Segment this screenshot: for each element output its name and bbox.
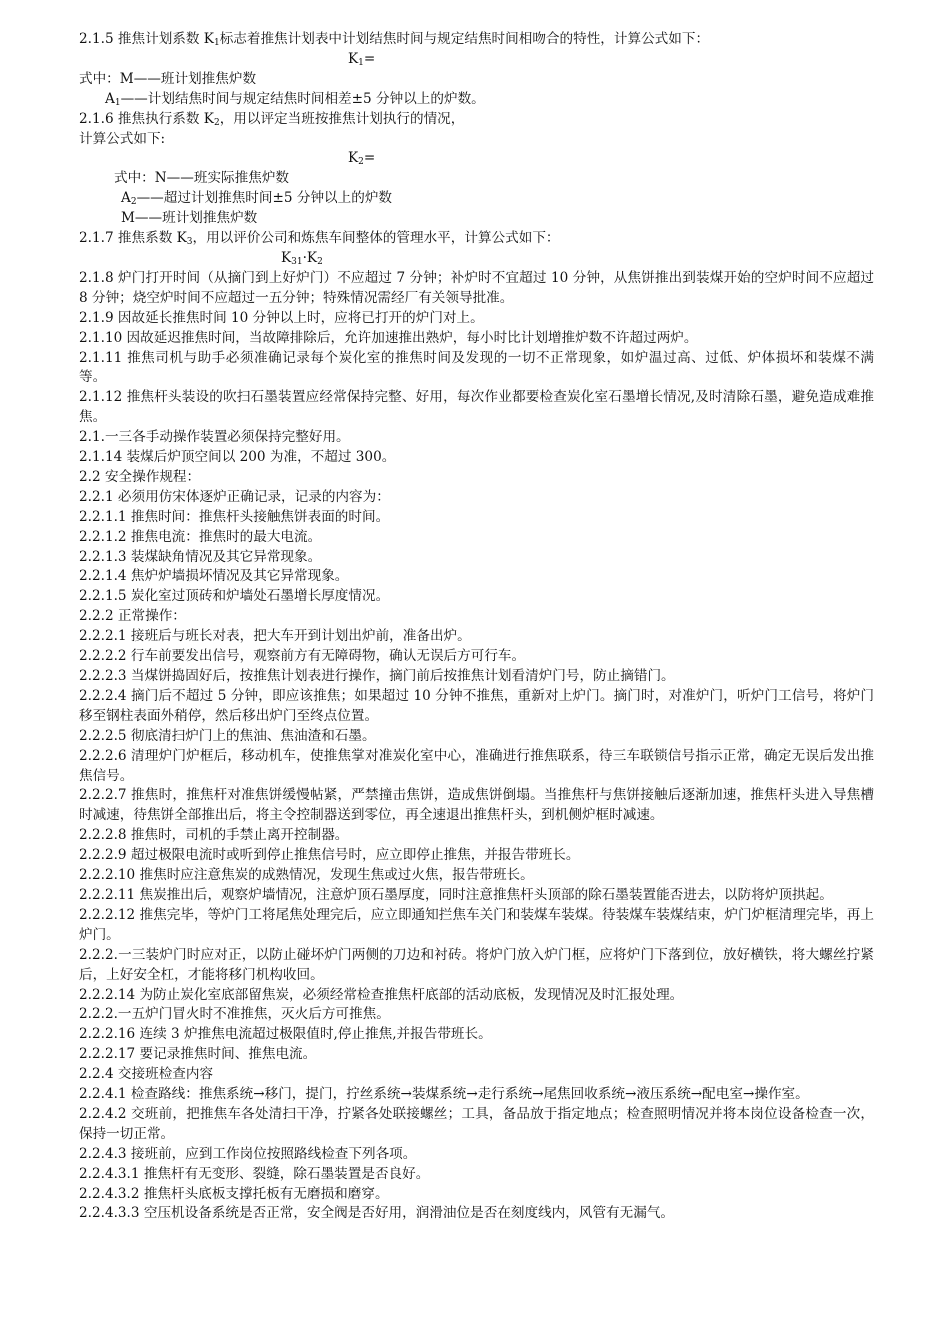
paragraph xyxy=(79,886,874,906)
paragraph xyxy=(79,488,874,508)
paragraph xyxy=(79,90,874,110)
text-run: 2.1.5 推焦计划系数 K xyxy=(79,31,214,47)
paragraph xyxy=(79,269,874,309)
text-run: 2.1.12 推焦杆头装设的吹扫石墨装置应经常保持完整、好用，每次作业都要检查炭化室石墨增长情况,及时清除石墨，避免造成难推焦。 xyxy=(79,389,874,426)
text-run: 2.1.7 推焦系数 K xyxy=(79,230,187,247)
paragraph xyxy=(79,309,874,329)
text-run: ，用以评价公司和炼焦车间整体的管理水平，计算公式如下： xyxy=(192,230,560,247)
text-run: 式中：M——班计划推焦炉数 xyxy=(79,70,257,87)
text-run: 式中：N——班实际推焦炉数 xyxy=(114,170,290,187)
paragraph xyxy=(79,846,874,866)
paragraph xyxy=(79,50,874,70)
paragraph xyxy=(79,508,874,528)
paragraph xyxy=(79,1085,874,1105)
paragraph xyxy=(79,388,874,428)
text-run: 2.2.1.4 焦炉炉墙损坏情况及其它异常现象。 xyxy=(79,568,349,585)
text-run: 2.2.1.2 推焦电流：推焦时的最大电流。 xyxy=(79,528,322,545)
text-run: 2.2.1.5 炭化室过顶砖和炉墙处石墨增长厚度情况。 xyxy=(79,588,390,605)
text-run: 2.2.2.4 摘门后不超过 5 分钟，即应该推焦；如果超过 10 分钟不推焦，重新对上炉门。摘门时，对准炉门，听炉门工信号，将炉门移至钢柱表面外稍停，然后移出炉门至终点位置。 xyxy=(79,687,874,724)
text-run: 2.2.1.3 装煤缺角情况及其它异常现象。 xyxy=(79,548,322,565)
paragraph xyxy=(79,727,874,747)
paragraph xyxy=(79,169,874,189)
text-run: 2.2.2.6 清理炉门炉框后，移动机车，使推焦掌对准炭化室中心，准确进行推焦联系，待三车联锁信号指示正常，确定无误后发出推焦信号。 xyxy=(79,747,874,784)
subscript: 2 xyxy=(317,256,323,267)
paragraph xyxy=(79,130,874,150)
paragraph xyxy=(79,249,874,269)
text-run: = xyxy=(363,150,376,167)
text-run: 2.2.2.1 接班后与班长对表，把大车开到计划出炉前，准备出炉。 xyxy=(79,628,471,645)
subscript: 2 xyxy=(130,197,137,208)
text-run: K xyxy=(348,150,359,167)
paragraph xyxy=(79,1165,874,1185)
paragraph xyxy=(79,786,874,826)
text-run: 2.2.4.2 交班前，把推焦车各处清扫干净，拧紧各处联接螺丝；工具，备品放于指定地点；检查照明情况并将本岗位设备检查一次，保持一切正常。 xyxy=(79,1105,874,1142)
paragraph xyxy=(79,826,874,846)
text-run: 2.1.14 装煤后炉顶空间以 200 为准，不超过 300。 xyxy=(79,449,396,466)
paragraph xyxy=(79,548,874,568)
paragraph xyxy=(79,428,874,448)
text-run: 2.2.2.8 推焦时，司机的手禁止离开控制器。 xyxy=(79,827,349,844)
paragraph xyxy=(79,1185,874,1205)
paragraph xyxy=(79,1204,874,1224)
paragraph xyxy=(79,986,874,1006)
subscript: 1 xyxy=(114,97,121,108)
paragraph xyxy=(79,1045,874,1065)
paragraph xyxy=(79,587,874,607)
text-run: 2.2.2.14 为防止炭化室底部留焦炭，必须经常检查推焦杆底部的活动底板，发现情况及时汇报处理。 xyxy=(79,986,684,1003)
paragraph xyxy=(79,1065,874,1085)
text-run: 2.2.2.一五炉门冒火时不准推焦，灭火后方可推焦。 xyxy=(79,1006,390,1023)
text-run: ——超过计划推焦时间±5 分钟以上的炉数 xyxy=(136,190,393,207)
paragraph xyxy=(79,687,874,727)
text-run: = xyxy=(363,50,376,67)
text-run: 2.2.2.5 彻底清扫炉门上的焦油、焦油渣和石墨。 xyxy=(79,727,376,744)
paragraph xyxy=(79,468,874,488)
paragraph xyxy=(79,866,874,886)
paragraph xyxy=(79,1025,874,1045)
paragraph xyxy=(79,607,874,627)
paragraph xyxy=(79,30,874,50)
paragraph xyxy=(79,1145,874,1165)
paragraph xyxy=(79,70,874,90)
paragraph xyxy=(79,946,874,986)
text-run: 2.2.1 必须用仿宋体逐炉正确记录，记录的内容为： xyxy=(79,488,390,505)
paragraph xyxy=(79,1005,874,1025)
text-run: ，用以评定当班按推焦计划执行的情况， xyxy=(219,110,465,127)
paragraph xyxy=(79,906,874,946)
subscript: 3 xyxy=(186,237,193,248)
paragraph xyxy=(79,567,874,587)
text-run: 2.1.9 因故延长推焦时间 10 分钟以上时，应将已打开的炉门对上。 xyxy=(79,309,484,326)
text-run: A xyxy=(121,190,131,207)
text-run: 2.2.4.3.1 推焦杆有无变形、裂缝，除石墨装置是否良好。 xyxy=(79,1165,430,1182)
text-run: ——计划结焦时间与规定结焦时间相差±5 分钟以上的炉数。 xyxy=(120,90,485,107)
text-run: 2.2.2.一三装炉门时应对正，以防止碰坏炉门两侧的刀边和衬砖。将炉门放入炉门框，应将炉门下落到位，放好横铁，将大螺丝拧紧后，上好安全杠，才能将移门机构收回。 xyxy=(79,946,874,983)
paragraph xyxy=(79,647,874,667)
paragraph xyxy=(79,329,874,349)
text-run: 2.2.2.7 推焦时，推焦杆对准焦饼缓慢帖紧，严禁撞击焦饼，造成焦饼倒塌。当推焦杆与焦饼接触后逐渐加速，推焦杆头进入导焦槽时减速，待焦饼全部推出后，将主令控制器送到零位，再全速退出推焦杆头，到机侧炉框时减速。 xyxy=(79,787,874,824)
text-run: 2.2.4.3 接班前，应到工作岗位按照路线检查下列各项。 xyxy=(79,1145,417,1162)
paragraph xyxy=(79,747,874,787)
text-run: 2.2.4.3.2 推焦杆头底板支撑托板有无磨损和磨穿。 xyxy=(79,1185,389,1202)
subscript: 2 xyxy=(358,157,364,168)
text-run: A xyxy=(105,90,115,107)
text-run: 标志着推焦计划表中计划结焦时间与规定结焦时间相吻合的特性，计算公式如下： xyxy=(219,31,710,47)
paragraph xyxy=(79,189,874,209)
text-run: 2.2.4.3.3 空压机设备系统是否正常，安全阀是否好用，润滑油位是否在刻度线内，风管有无漏气。 xyxy=(79,1205,675,1222)
paragraph xyxy=(79,349,874,389)
text-run: K xyxy=(281,249,292,266)
text-run: 2.2.2.11 焦炭推出后，观察炉墙情况，注意炉顶石墨厚度，同时注意推焦杆头顶部的除石墨装置能否进去，以防将炉顶拱起。 xyxy=(79,886,833,903)
subscript: 31 xyxy=(291,256,303,267)
paragraph xyxy=(79,1105,874,1145)
text-run: 2.2.2.9 超过极限电流时或听到停止推焦信号时，应立即停止推焦，并报告带班长。 xyxy=(79,847,580,864)
paragraph xyxy=(79,528,874,548)
text-run: 2.2.2.3 当煤饼捣固好后，按推焦计划表进行操作，摘门前后按推焦计划看清炉门号，防止摘错门。 xyxy=(79,668,675,684)
text-run: 2.2.1.1 推焦时间：推焦杆头接触焦饼表面的时间。 xyxy=(79,508,390,525)
text-run: 2.2.2.17 要记录推焦时间、推焦电流。 xyxy=(79,1046,317,1063)
text-run: 计算公式如下: xyxy=(79,130,166,147)
text-run: 2.2.2.12 推焦完毕，等炉门工将尾焦处理完后，应立即通知拦焦车关门和装煤车装煤。待装煤车装煤结束，炉门炉框清理完毕，再上炉门。 xyxy=(79,906,874,943)
text-run: K xyxy=(348,50,359,67)
text-run: 2.1.8 炉门打开时间（从摘门到上好炉门）不应超过 7 分钟；补炉时不宜超过 10 分钟，从焦饼推出到装煤开始的空炉时间不应超过 8 分钟；烧空炉时间不应超过一五分钟；特殊情况需经厂有关领导批准。 xyxy=(79,269,874,306)
paragraph xyxy=(79,667,874,687)
text-run: 2.2.4 交接班检查内容 xyxy=(79,1066,214,1083)
text-run: 2.1.10 因故延迟推焦时间，当故障排除后，允许加速推出熟炉，每小时比计划增推炉数不许超过两炉。 xyxy=(79,329,698,346)
text-run: 2.2.4.1 检查路线：推焦系统→移门，提门，拧丝系统→装煤系统→走行系统→尾焦回收系统→液压系统→配电室→操作室。 xyxy=(79,1086,809,1103)
paragraph xyxy=(79,149,874,169)
text-run: 2.1.一三各手动操作装置必须保持完整好用。 xyxy=(79,429,350,446)
text-run: 2.2.2.2 行车前要发出信号，观察前方有无障碍物，确认无误后方可行车。 xyxy=(79,648,526,665)
subscript: 2 xyxy=(213,117,220,128)
text-run: 2.1.11 推焦司机与助手必须准确记录每个炭化室的推焦时间及发现的一切不正常现象，如炉温过高、过低、炉体损坏和装煤不满等。 xyxy=(79,349,874,386)
text-run: M——班计划推焦炉数 xyxy=(121,210,258,227)
text-run: 2.1.6 推焦执行系数 K xyxy=(79,110,214,127)
paragraph xyxy=(79,209,874,229)
text-run: 2.2.2.10 推焦时应注意焦炭的成熟情况，发现生焦或过火焦，报告带班长。 xyxy=(79,867,534,884)
paragraph xyxy=(79,627,874,647)
text-run: 2.2.2 正常操作： xyxy=(79,608,186,625)
paragraph xyxy=(79,229,874,249)
subscript: 1 xyxy=(358,57,364,68)
text-run: 2.2 安全操作规程： xyxy=(79,468,201,485)
subscript: 1 xyxy=(213,38,220,48)
document-body xyxy=(79,30,874,1224)
text-run: 2.2.2.16 连续 3 炉推焦电流超过极限值时,停止推焦,并报告带班长。 xyxy=(79,1026,492,1043)
text-run: ·K xyxy=(302,249,318,266)
paragraph xyxy=(79,448,874,468)
paragraph xyxy=(79,110,874,130)
